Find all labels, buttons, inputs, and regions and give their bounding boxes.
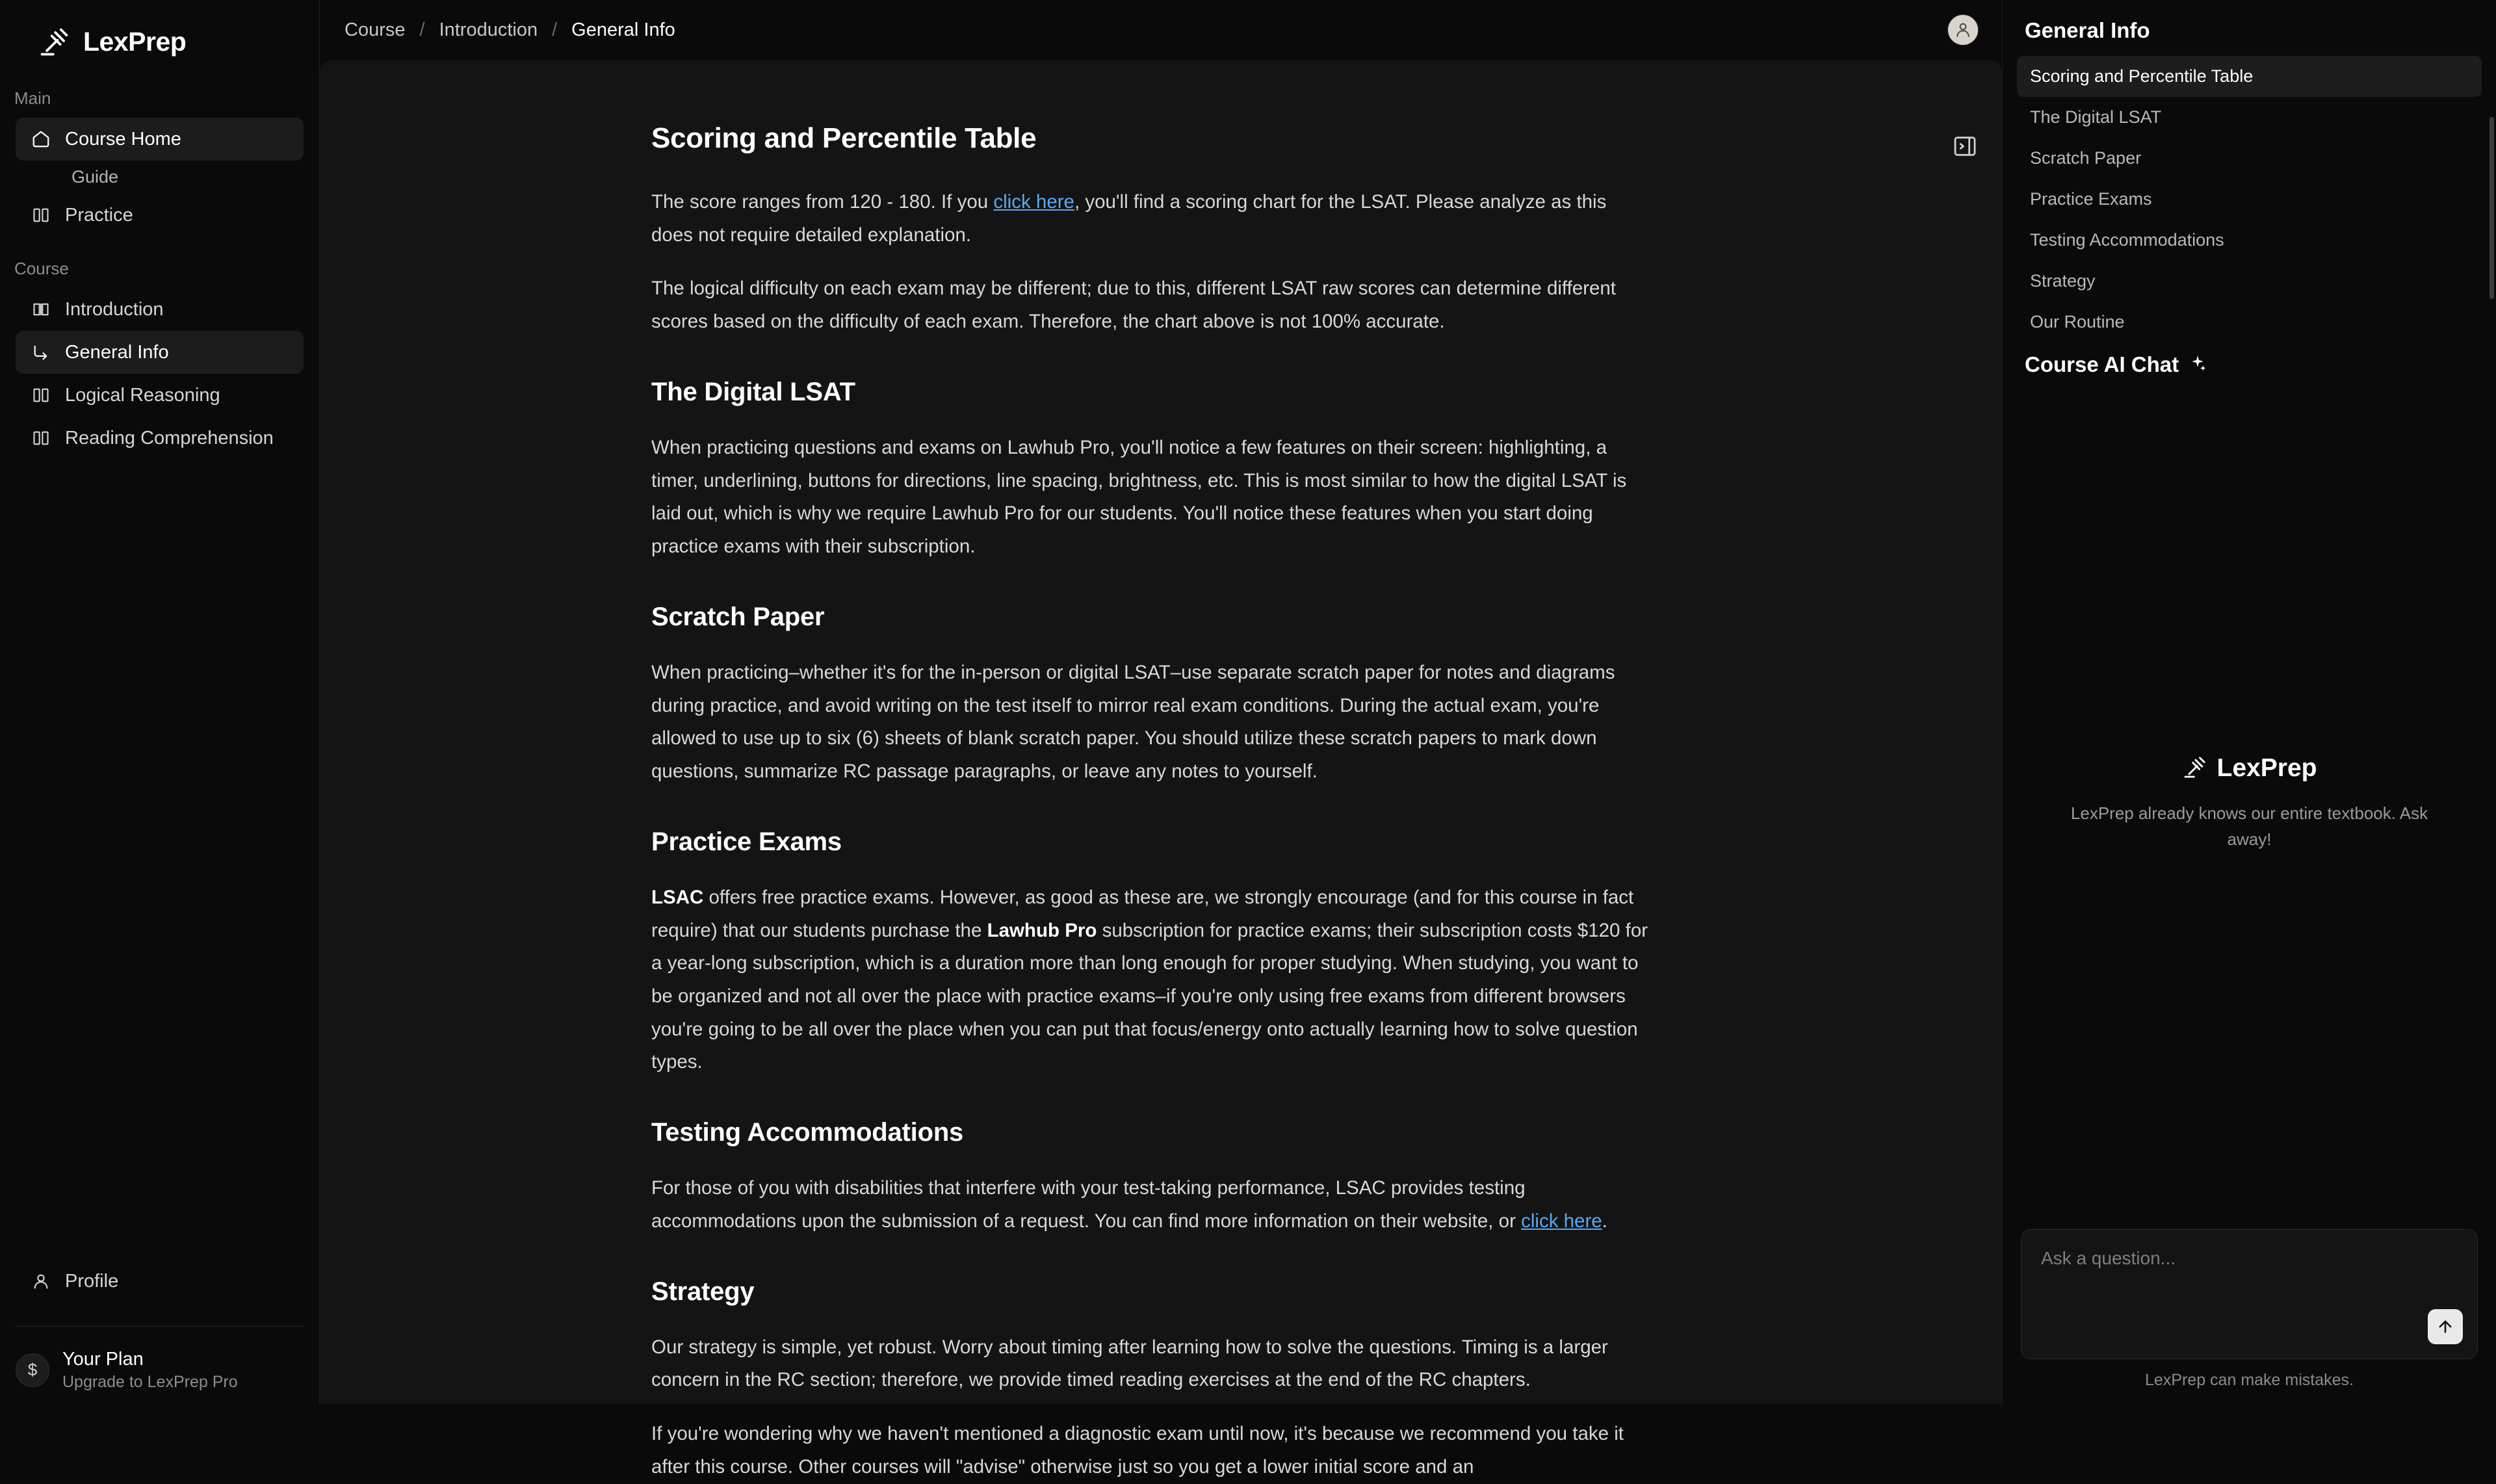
home-icon (31, 129, 51, 149)
ai-chat-empty-state (2003, 377, 2496, 1229)
breadcrumb-separator: / (419, 19, 425, 40)
chat-brand (2182, 754, 2317, 783)
paragraph-testing-accommodations (651, 1172, 1652, 1238)
plan-card[interactable] (0, 1341, 319, 1404)
heading-testing-accommodations: Testing Accommodations (651, 1118, 964, 1147)
text-fragment: offers free practice exams. However, as good as these are, we strongly encourage (and for this course in fact require) that our students purchase the (651, 886, 1634, 941)
paragraph-scratch-paper: When practicing–whether it's for the in-person or digital LSAT–use separate scratch paper for notes and diagrams during practice, and avoid writing on the test itself to mirror real exam conditions. During the actual exam, you're allowed to use up to six (6) sheets of blank scratch paper. You should utilize these scratch papers to mark down questions, summarize RC passage paragraphs, or leave any notes to yourself. (651, 661, 1615, 783)
sidebar-bottom (0, 1260, 319, 1320)
sidebar-group-course (0, 288, 319, 460)
brand[interactable] (0, 0, 319, 81)
click-here-link[interactable]: click here (993, 191, 1074, 213)
sidebar-item-general-info[interactable] (16, 331, 304, 374)
breadcrumb-course[interactable]: Course (344, 19, 406, 40)
heading-strategy: Strategy (651, 1277, 755, 1306)
sidebar-item-label: Practice (65, 204, 133, 226)
chat-hint-text: LexPrep already knows our entire textbook. Ask away! (2070, 803, 2428, 849)
topbar (320, 0, 2002, 60)
sidebar-item-label: Logical Reasoning (65, 384, 220, 406)
text-fragment: For those of you with disabilities that interfere with your test-taking performance, LSAC provides testing accommodations upon the submission of a request. You can find more information on their website, or (651, 1177, 1526, 1232)
article (651, 60, 1652, 1484)
coin-icon: $ (16, 1353, 49, 1387)
sidebar-item-course-home[interactable] (16, 118, 304, 161)
chat-input-placeholder[interactable]: Ask a question... (2041, 1248, 2176, 1268)
click-here-link-accommodations[interactable]: click here (1521, 1210, 1602, 1232)
avatar[interactable] (1947, 14, 1979, 46)
sidebar-item-label: Course Home (65, 128, 181, 150)
sidebar-item-reading-comprehension[interactable] (16, 417, 304, 460)
table-of-contents (2003, 56, 2496, 335)
text-lawhub-pro: Lawhub Pro (987, 919, 1097, 941)
text-fragment: , you'll find a scoring chart for the LSAT. Please analyze as this does not require detailed explanation. (651, 191, 1607, 246)
book-open-icon (31, 300, 51, 319)
paragraph-score-range (651, 186, 1652, 252)
heading-digital-lsat: The Digital LSAT (651, 377, 855, 406)
text-fragment: subscription for practice exams; their subscription costs $120 for a year-long subscription, which is a duration more than long enough for proper studying. When studying, you want to be organized and not all over the place with practice exams–if you're only using free exams from different browsers you're going to be all over the place when you can put that focus/energy onto actually learning how to solve question types. (651, 919, 1648, 1073)
text-fragment: The score ranges from 120 - 180. If you (651, 191, 994, 213)
sidebar (0, 0, 320, 1404)
plan-text (62, 1347, 238, 1392)
user-icon (31, 1271, 51, 1291)
breadcrumb-introduction[interactable]: Introduction (439, 19, 538, 40)
sidebar-section-label-course: Course (14, 259, 69, 278)
sidebar-divider (16, 1326, 304, 1327)
paragraph-difficulty: The logical difficulty on each exam may be different; due to this, different LSAT raw scores can determine different scores based on the difficulty of each exam. Therefore, the chart above is not 100% accurate. (651, 278, 1617, 333)
sidebar-item-label: Reading Comprehension (65, 427, 274, 449)
sidebar-item-profile[interactable] (16, 1260, 304, 1303)
sidebar-item-label: Profile (65, 1270, 119, 1292)
toc-item-strategy[interactable]: Strategy (2030, 271, 2096, 291)
book-icon (31, 385, 51, 405)
arrow-sub-icon (31, 343, 51, 362)
heading-scratch-paper: Scratch Paper (651, 602, 825, 631)
sparkles-icon (2188, 354, 2207, 376)
chat-disclaimer: LexPrep can make mistakes. (2145, 1371, 2354, 1389)
right-panel-scrollbar[interactable] (2490, 117, 2494, 299)
chat-composer[interactable] (2021, 1229, 2478, 1359)
breadcrumb-separator: / (552, 19, 558, 40)
sidebar-group-main (0, 118, 319, 237)
main-area (320, 0, 2002, 1477)
sidebar-spacer (0, 460, 319, 1260)
page-title: Scoring and Percentile Table (651, 122, 1037, 154)
plan-title: Your Plan (62, 1349, 144, 1370)
panel-toggle-icon[interactable] (1950, 131, 1980, 161)
toc-item-our-routine[interactable]: Our Routine (2030, 312, 2125, 332)
toc-item-practice-exams[interactable]: Practice Exams (2030, 189, 2152, 209)
plan-subtitle: Upgrade to LexPrep Pro (62, 1372, 238, 1391)
toc-item-testing-accommodations[interactable]: Testing Accommodations (2030, 230, 2224, 250)
chat-brand-name: LexPrep (2216, 754, 2317, 783)
reader-panel (320, 60, 2002, 1477)
sidebar-item-logical-reasoning[interactable] (16, 374, 304, 417)
paragraph-strategy-1: Our strategy is simple, yet robust. Worry about timing after learning how to solve the questions. Timing is a larger concern in the RC section; therefore, we provide timed reading exercises at the end of the RC chapters. (651, 1336, 1608, 1391)
reader-scroll-area[interactable] (320, 60, 2002, 1477)
gavel-logo-icon (2182, 754, 2208, 783)
book-icon (31, 205, 51, 225)
sidebar-item-introduction[interactable] (16, 288, 304, 331)
sidebar-item-practice[interactable] (16, 194, 304, 237)
right-panel (2002, 0, 2496, 1404)
paragraph-practice-exams (651, 881, 1652, 1079)
paragraph-strategy-2: If you're wondering why we haven't mentioned a diagnostic exam until now, it's because we recommend you take it after this course. Other courses will "advise" otherwise just so you get a lower initial score and an (651, 1423, 1624, 1477)
toc-item-scratch-paper[interactable]: Scratch Paper (2030, 148, 2142, 168)
paragraph-digital-lsat: When practicing questions and exams on Lawhub Pro, you'll notice a few features on their screen: highlighting, a timer, underlining, buttons for directions, line spacing, brightness, etc. This is most similar to how the digital LSAT is laid out, which is why we require Lawhub Pro for our students. You'll notice these features when you start doing practice exams with their subscription. (651, 436, 1627, 558)
book-icon (31, 428, 51, 448)
toc-item-scoring-and-percentile-table[interactable]: Scoring and Percentile Table (2017, 56, 2482, 97)
sidebar-section-label-main: Main (14, 88, 51, 108)
heading-practice-exams: Practice Exams (651, 827, 842, 856)
gavel-logo-icon (38, 25, 72, 59)
brand-name: LexPrep (83, 26, 187, 57)
breadcrumb-general-info[interactable]: General Info (571, 19, 675, 40)
sidebar-item-label: Introduction (65, 298, 164, 320)
toc-item-the-digital-lsat[interactable]: The Digital LSAT (2030, 107, 2162, 127)
sidebar-item-label: General Info (65, 341, 169, 363)
send-button[interactable] (2428, 1309, 2463, 1344)
sidebar-item-guide[interactable]: Guide (72, 167, 119, 187)
text-lsac: LSAC (651, 886, 704, 908)
ai-chat-title: Course AI Chat (2025, 352, 2179, 376)
text-fragment: . (1602, 1210, 1607, 1232)
right-panel-title: General Info (2025, 18, 2150, 42)
